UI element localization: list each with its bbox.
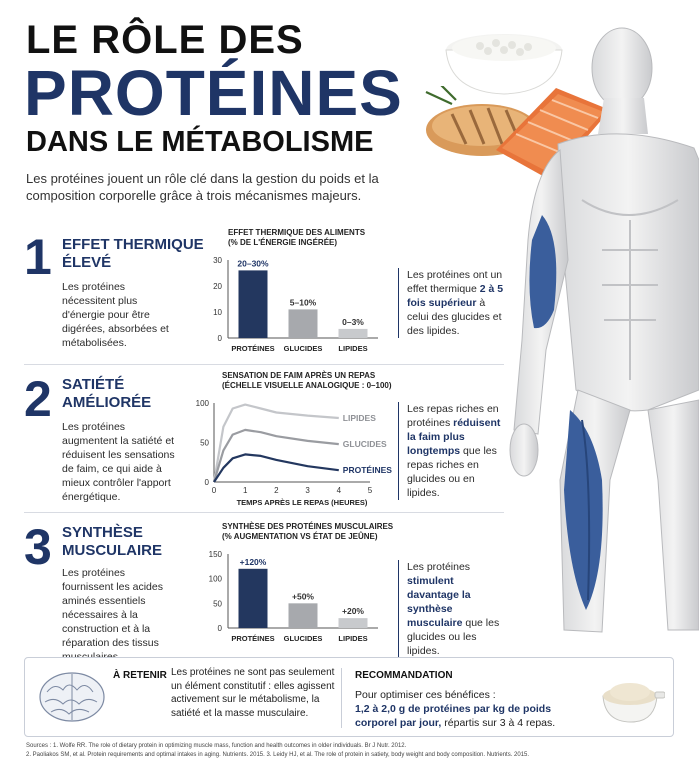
section-2-title-line1: SATIÉTÉ — [62, 376, 125, 393]
section-1-title-line2: ÉLEVÉ — [62, 254, 112, 271]
chart-3-bar — [239, 569, 268, 628]
sources-line1: Sources : 1. Wolfe RR. The role of dietary protein in optimizing muscle mass, function and health outcomes in older individuals. Br J Nutr. 2012. — [26, 743, 407, 749]
recommendation-pre: Pour optimiser ces bénéfices : — [355, 689, 496, 701]
section-3-title-line1: SYNTHÈSE — [62, 524, 143, 541]
chart-3-category-label: LIPIDES — [338, 634, 368, 643]
chart-1-title-line2: (% DE L'ÉNERGIE INGÉRÉE) — [228, 238, 338, 247]
chart-2-series-line — [214, 405, 339, 482]
sources — [26, 742, 676, 760]
chart-2-x-axis-label: TEMPS APRÈS LE REPAS (HEURES) — [236, 498, 368, 507]
chart-2-x-tick-label: 4 — [336, 486, 342, 495]
title-line2: PROTÉINES — [24, 57, 403, 129]
chart-1-y-tick-label: 0 — [217, 334, 222, 343]
chart-3-bar — [339, 618, 368, 628]
chart-3-data-label: +50% — [292, 591, 314, 602]
chart-1-y-tick-label: 30 — [213, 256, 222, 265]
retain-label: À RETENIR — [113, 670, 167, 681]
chart-3-category-label: GLUCIDES — [283, 634, 323, 643]
section-1-title-line1: EFFET THERMIQUE — [62, 236, 204, 253]
section-3-right-highlight: stimulent davantage la synthèse musculaire — [407, 575, 471, 629]
title-line3: DANS LE MÉTABOLISME — [26, 126, 374, 158]
chart-2-series-line — [214, 454, 339, 482]
section-2-title-line2: AMÉLIORÉE — [62, 394, 152, 411]
chart-3-title-line1: SYNTHÈSE DES PROTÉINES MUSCULAIRES — [222, 522, 394, 531]
chart-2-hunger — [190, 393, 398, 508]
section-2-right-post: que les repas riches en glucides ou en lipides. — [407, 445, 497, 499]
section-2-number: 2 — [24, 371, 52, 427]
chart-2-title-line1: SENSATION DE FAIM APRÈS UN REPAS — [222, 371, 376, 380]
chart-1-category-label: GLUCIDES — [283, 344, 323, 353]
chart-1-bar — [239, 270, 268, 338]
section-divider — [24, 364, 504, 365]
chart-3-y-tick-label: 150 — [208, 550, 222, 559]
sources-line2: 2. Paoliakos SM, et al. Protein requirements and optimal intakes in aging. Nutrients. 2015. 3. Leidy HJ, et al. The role of protein in satiety, body weight and body composition. Nutrients. 2015. — [26, 752, 530, 758]
chart-2-series-label: PROTÉINES — [342, 465, 392, 476]
chart-3-muscle-synthesis — [190, 544, 390, 650]
protein-powder-scoop-icon — [595, 670, 665, 728]
retain-text: Les protéines ne sont pas seulement un élément constitutif : elles agissent activement sur le métabolisme, la satiété et la masse musculaire. — [171, 667, 335, 719]
chart-1-bar — [289, 309, 318, 338]
muscle-anatomy-figure — [498, 10, 699, 650]
section-1-number: 1 — [24, 229, 52, 285]
chart-2-series-label: LIPIDES — [342, 413, 376, 424]
chart-2-y-tick-label: 0 — [204, 478, 209, 487]
summary-box — [24, 657, 674, 737]
chart-2-x-tick-label: 5 — [367, 486, 373, 495]
section-3-title-line2: MUSCULAIRE — [62, 542, 162, 559]
section-3-number: 3 — [24, 519, 52, 575]
recommendation-label: RECOMMANDATION — [355, 670, 453, 681]
chart-3-y-tick-label: 0 — [217, 624, 222, 633]
chart-3-data-label: +120% — [239, 556, 267, 567]
recommendation-highlight: 1,2 à 2,0 g de protéines par kg de poids corporel par jour, — [355, 703, 552, 729]
chart-1-data-label: 5–10% — [289, 297, 317, 308]
section-3-right-text — [398, 560, 508, 658]
chart-3-bar — [289, 603, 318, 628]
recommendation-text — [355, 688, 595, 730]
section-3-right-post: que les glucides ou les lipides. — [407, 617, 500, 657]
section-2-right-pre: Les repas riches en protéines — [407, 403, 499, 429]
chart-1-y-tick-label: 20 — [213, 282, 222, 291]
chart-2-x-tick-label: 0 — [211, 486, 217, 495]
chart-1-data-label: 20–30% — [237, 258, 269, 269]
chart-3-y-tick-label: 100 — [208, 574, 222, 584]
chart-3-y-tick-label: 50 — [213, 599, 222, 609]
chart-3-title-line2: (% AUGMENTATION VS ÉTAT DE JEÛNE) — [222, 532, 378, 541]
title-line1: LE RÔLE DES — [26, 18, 304, 62]
chart-1-category-label: LIPIDES — [338, 344, 368, 353]
section-3-right-pre: Les protéines — [407, 561, 471, 573]
section-3-description: Les protéines fournissent les acides aminés essentiels nécessaires à la construction et à la réparation des tissus — [62, 567, 163, 649]
chart-3-category-label: PROTÉINES — [231, 634, 275, 643]
recommendation-post: répartis sur 3 à 4 repas. — [444, 717, 556, 729]
chart-2-x-tick-label: 1 — [242, 486, 248, 495]
chart-2-series-line — [214, 430, 339, 482]
chart-1-title-line1: EFFET THERMIQUE DES ALIMENTS — [228, 228, 366, 237]
chart-1-y-tick-label: 10 — [213, 308, 222, 317]
chart-2-series-label: GLUCIDES — [342, 439, 387, 450]
brain-icon — [37, 668, 107, 726]
section-1-right-highlight: 2 à 5 fois supérieur — [407, 283, 504, 309]
section-1-right-text — [398, 268, 508, 338]
chart-2-x-tick-label: 3 — [305, 486, 310, 495]
chart-1-data-label: 0–3% — [342, 316, 364, 327]
chart-2-y-tick-label: 100 — [195, 399, 209, 408]
section-2-right-highlight: réduisent la faim plus longtemps — [407, 417, 501, 457]
section-1-description: Les protéines nécessitent plus d'énergie pour être digérées, absorbées et métabolisées. — [62, 281, 169, 349]
chart-1-category-label: PROTÉINES — [231, 344, 275, 353]
chart-2-y-tick-label: 50 — [200, 438, 209, 448]
box-separator — [341, 668, 342, 728]
section-1-right-pre: Les protéines ont un effet thermique — [407, 269, 503, 295]
chart-2-x-tick-label: 2 — [274, 486, 279, 495]
chart-2-title-line2: (ÉCHELLE VISUELLE ANALOGIQUE : 0–100) — [222, 381, 392, 390]
intro-text: Les protéines jouent un rôle clé dans la gestion du poids et la composition corporelle grâce à trois mécanismes majeurs. — [26, 171, 379, 203]
section-1-right-post: à celui des glucides et des lipides. — [407, 297, 502, 337]
section-divider — [24, 512, 504, 513]
section-2-description: Les protéines augmentent la satiété et réduisent les sensations de faim, ce qui aide à mieux contrôler l'apport énergétique. — [62, 421, 175, 503]
chart-3-data-label: +20% — [342, 606, 364, 617]
section-2-right-text — [398, 402, 508, 500]
chart-1-bar — [339, 329, 368, 338]
chart-1-thermic-effect — [190, 250, 390, 360]
